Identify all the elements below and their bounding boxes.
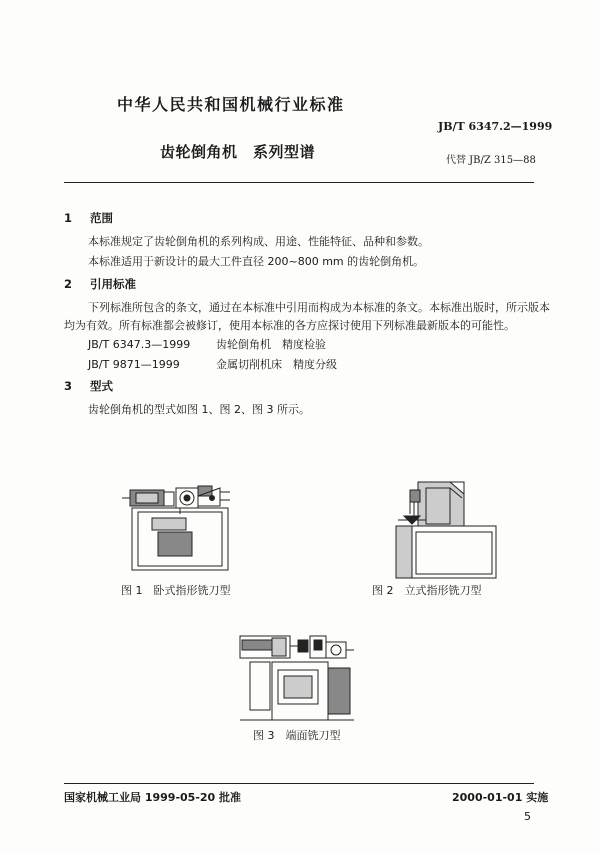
motor-flange [272,638,286,656]
motor-window [242,640,272,650]
cutter-tip [210,496,215,501]
gear-hub [184,495,190,501]
section-3-heading [64,378,113,394]
section-2-paragraph-line-2: 均为有效。所有标准都会被修订，使用本标准的各方应探讨使用下列标准最新版本的可能性。 [64,319,515,332]
section-1-heading [64,210,113,226]
figure-2-caption: 图 2 立式指形铣刀型 [372,584,482,597]
figure-1-drawing [120,478,250,578]
effective-date: 2000-01-01 实施 [452,791,549,804]
door-window [284,676,312,698]
standard-code: JB/T 6347.2—1999 [438,120,553,133]
tailstock-motor [314,640,322,650]
figure-3-caption: 图 3 端面铣刀型 [253,729,341,742]
reference-code: JB/T 9871—1999 [88,358,180,371]
standard-title: 中华人民共和国机械行业标准 [117,95,345,114]
cutter-motor [410,490,420,502]
headstock-flange [164,492,174,506]
reference-title: 齿轮倒角机 精度检验 [216,338,326,351]
section-2-paragraph-line-1: 下列标准所包含的条文，通过在本标准中引用而构成为本标准的条文。本标准出版时，所示版本 [88,301,550,314]
header-rule [64,182,534,183]
cutter-motor [198,486,212,496]
section-2-heading [64,276,136,292]
section-number: 1 [64,211,73,225]
issuer-approval: 国家机械工业局 1999-05-20 批准 [64,791,242,804]
reference-title: 金属切削机床 精度分级 [216,358,337,371]
right-cabinet [328,668,350,714]
figure-3-drawing [236,634,366,726]
face-cutter [298,640,308,652]
base-side-panel [396,526,412,578]
left-support [250,662,270,710]
section-1-paragraph-2: 本标准适用于新设计的最大工件直径 200~800 mm 的齿轮倒角机。 [88,255,425,268]
section-3-paragraph: 齿轮倒角机的型式如图 1、图 2、图 3 所示。 [88,403,310,416]
reference-item [88,337,326,353]
base-front-panel [416,532,492,574]
section-title: 范围 [90,211,113,225]
column-bevel [418,482,464,526]
figure-2-drawing [390,480,500,580]
footer-rule [64,783,534,784]
section-title: 型式 [90,379,113,393]
replaces-note: 代替 JB/Z 315—88 [446,155,536,166]
motor-window [136,493,158,503]
gear-workpiece [331,645,341,655]
access-door [158,532,192,556]
figure-1-caption: 图 1 卧式指形铣刀型 [121,584,231,597]
workhead [326,642,346,658]
control-panel [152,518,186,530]
section-title: 引用标准 [90,277,136,291]
reference-code: JB/T 6347.3—1999 [88,338,191,351]
reference-item [88,357,337,373]
section-number: 2 [64,277,73,291]
document-title: 齿轮倒角机 系列型谱 [160,143,316,161]
page-number: 5 [524,810,531,823]
section-1-paragraph-1: 本标准规定了齿轮倒角机的系列构成、用途、性能特征、品种和参数。 [88,235,429,248]
section-number: 3 [64,379,73,393]
